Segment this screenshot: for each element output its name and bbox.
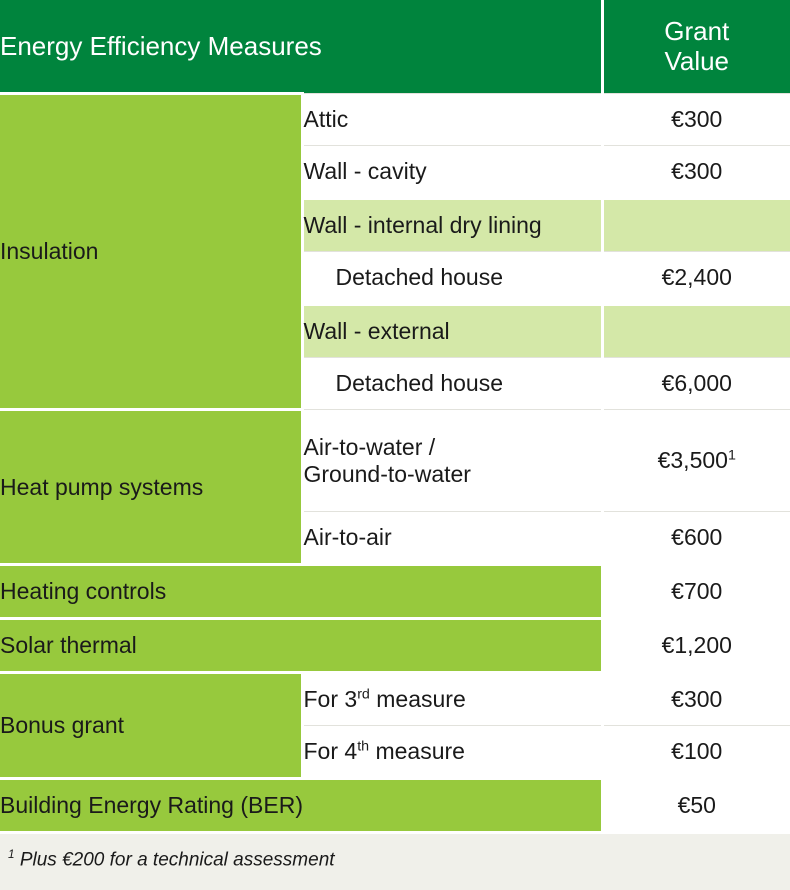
header-grant-line2: Value xyxy=(604,47,790,76)
header-grant-value xyxy=(602,0,790,94)
measure-line-1: Air-to-water / xyxy=(304,434,601,460)
measure-ordinal-suffix: rd xyxy=(357,686,370,702)
value-air-to-water-ground-to-water xyxy=(602,410,790,512)
table-row xyxy=(0,410,790,512)
category-building-energy-rating: Building Energy Rating (BER) xyxy=(0,779,602,833)
category-heat-pump-systems: Heat pump systems xyxy=(0,410,302,565)
value-wall-external xyxy=(602,305,790,358)
measure-wall-internal-dry-lining: Wall - internal dry lining xyxy=(302,199,602,252)
measure-text-pre: For 3 xyxy=(304,686,358,712)
value-air-to-air: €600 xyxy=(602,512,790,565)
measure-wall-external: Wall - external xyxy=(302,305,602,358)
category-heating-controls: Heating controls xyxy=(0,565,602,619)
value-footnote-marker: 1 xyxy=(728,447,736,463)
value-heating-controls: €700 xyxy=(602,565,790,619)
footnote-marker: 1 xyxy=(8,848,15,861)
measure-attic: Attic xyxy=(302,94,602,146)
value-wall-cavity: €300 xyxy=(602,146,790,199)
table-row xyxy=(0,779,790,833)
footnote-text: Plus €200 for a technical assessment xyxy=(15,849,335,870)
category-insulation: Insulation xyxy=(0,94,302,410)
measure-line-2: Ground-to-water xyxy=(304,461,601,487)
value-solar-thermal: €1,200 xyxy=(602,619,790,673)
table-row xyxy=(0,673,790,726)
header-grant-line1: Grant xyxy=(604,17,790,46)
measure-text-post: measure xyxy=(369,738,465,764)
measure-air-to-air: Air-to-air xyxy=(302,512,602,565)
measure-text-pre: For 4 xyxy=(304,738,358,764)
value-bonus-fourth: €100 xyxy=(602,726,790,779)
value-bonus-third: €300 xyxy=(602,673,790,726)
measure-text-post: measure xyxy=(370,686,466,712)
value-attic: €300 xyxy=(602,94,790,146)
table-row xyxy=(0,619,790,673)
measure-ordinal-suffix: th xyxy=(357,738,369,754)
measure-wall-internal-detached-house: Detached house xyxy=(302,252,602,305)
table-row xyxy=(0,565,790,619)
measure-bonus-third xyxy=(302,673,602,726)
value-amount: €3,500 xyxy=(658,447,728,473)
measure-wall-external-detached-house: Detached house xyxy=(302,358,602,410)
header-measures: Energy Efficiency Measures xyxy=(0,0,602,94)
table-header-row xyxy=(0,0,790,94)
value-wall-internal-detached-house: €2,400 xyxy=(602,252,790,305)
value-building-energy-rating: €50 xyxy=(602,779,790,833)
value-wall-external-detached-house: €6,000 xyxy=(602,358,790,410)
category-solar-thermal: Solar thermal xyxy=(0,619,602,673)
measure-air-to-water-ground-to-water xyxy=(302,410,602,512)
measure-bonus-fourth xyxy=(302,726,602,779)
category-bonus-grant: Bonus grant xyxy=(0,673,302,779)
measure-wall-cavity: Wall - cavity xyxy=(302,146,602,199)
value-wall-internal-dry-lining xyxy=(602,199,790,252)
table-row xyxy=(0,94,790,146)
